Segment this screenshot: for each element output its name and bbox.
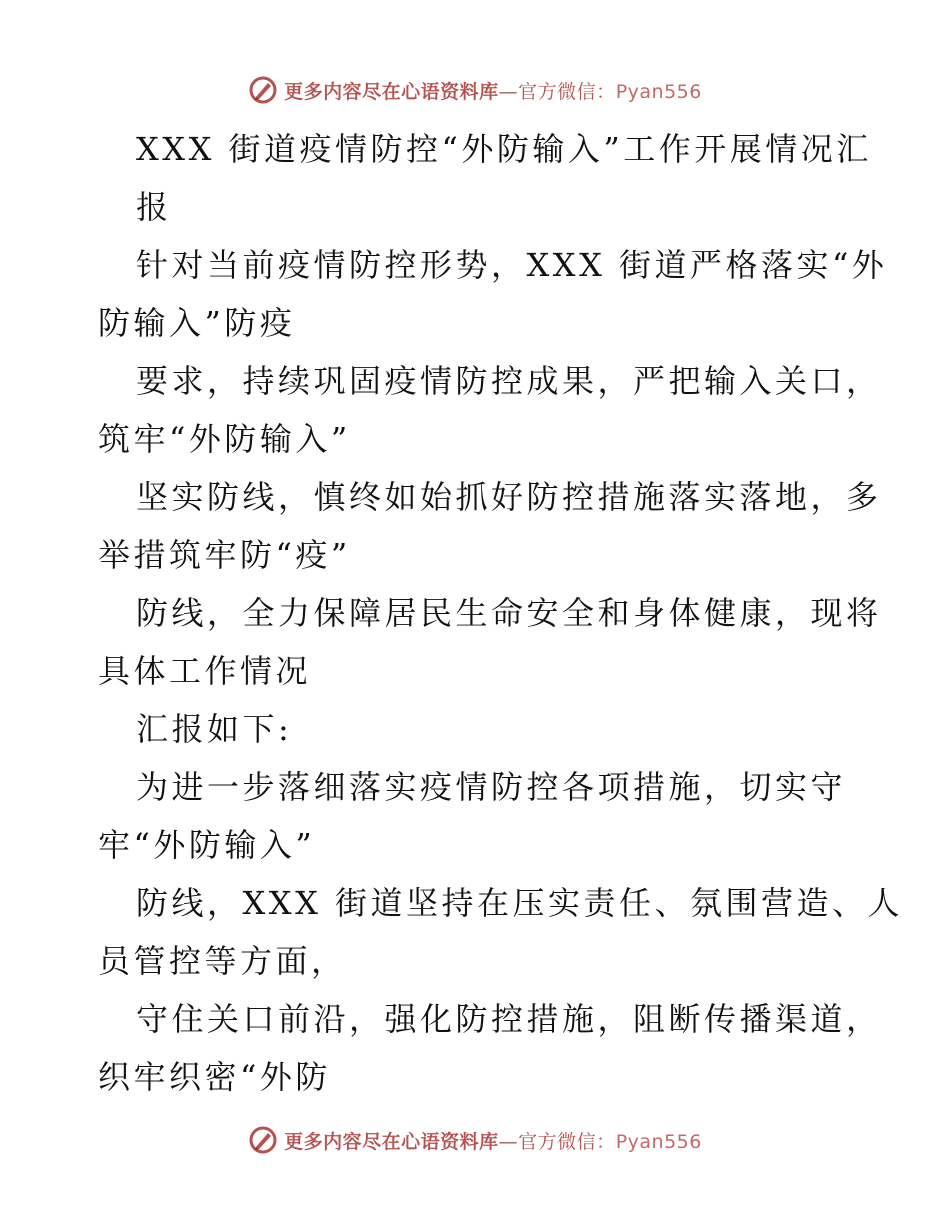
paragraph-line: 举措筑牢防“疫” bbox=[98, 536, 351, 574]
paragraph-line: 牢“外防输入” bbox=[98, 826, 316, 864]
paragraph-line: 防线，全力保障居民生命安全和身体健康，现将 bbox=[136, 594, 882, 632]
paragraph-line: 为进一步落细落实疫情防控各项措施，切实守 bbox=[136, 768, 847, 806]
banner-separator: — bbox=[498, 80, 519, 103]
red-pen-circle-logo-icon bbox=[248, 1125, 278, 1155]
banner-wechat-handle: Pyan556 bbox=[615, 1130, 702, 1153]
paragraph-line: 坚实防线，慎终如始抓好防控措施落实落地，多 bbox=[136, 478, 882, 516]
paragraph-line: 具体工作情况 bbox=[98, 652, 312, 690]
paragraph-line: 汇报如下: bbox=[136, 710, 293, 748]
banner-wechat-label: 官方微信： bbox=[518, 80, 616, 103]
paragraph-line: 针对当前疫情防控形势，XXX 街道严格落实“外 bbox=[136, 246, 888, 284]
document-title-line: 报 bbox=[136, 188, 172, 226]
header-watermark-banner bbox=[0, 70, 950, 110]
banner-wechat-handle: Pyan556 bbox=[615, 80, 702, 103]
red-pen-circle-logo-icon bbox=[248, 75, 278, 105]
document-body bbox=[98, 120, 904, 1106]
banner-text bbox=[284, 1127, 702, 1154]
paragraph-line: 防线，XXX 街道坚持在压实责任、氛围营造、人 bbox=[136, 884, 904, 922]
paragraph-line: 防输入”防疫 bbox=[98, 304, 296, 342]
footer-watermark-banner bbox=[0, 1120, 950, 1160]
banner-wechat-label: 官方微信： bbox=[518, 1130, 616, 1153]
paragraph-line: 筑牢“外防输入” bbox=[98, 420, 351, 458]
document-title-line: XXX 街道疫情防控“外防输入”工作开展情况汇 bbox=[136, 130, 872, 168]
paragraph-line: 织牢织密“外防 bbox=[98, 1058, 331, 1096]
paragraph-line: 要求，持续巩固疫情防控成果，严把输入关口， bbox=[136, 362, 882, 400]
paragraph-line: 员管控等方面， bbox=[98, 942, 347, 980]
banner-text bbox=[284, 77, 702, 104]
banner-brand: 更多内容尽在心语资料库 bbox=[284, 80, 499, 103]
banner-separator: — bbox=[498, 1130, 519, 1153]
paragraph-line: 守住关口前沿，强化防控措施，阻断传播渠道， bbox=[136, 1000, 882, 1038]
banner-brand: 更多内容尽在心语资料库 bbox=[284, 1130, 499, 1153]
